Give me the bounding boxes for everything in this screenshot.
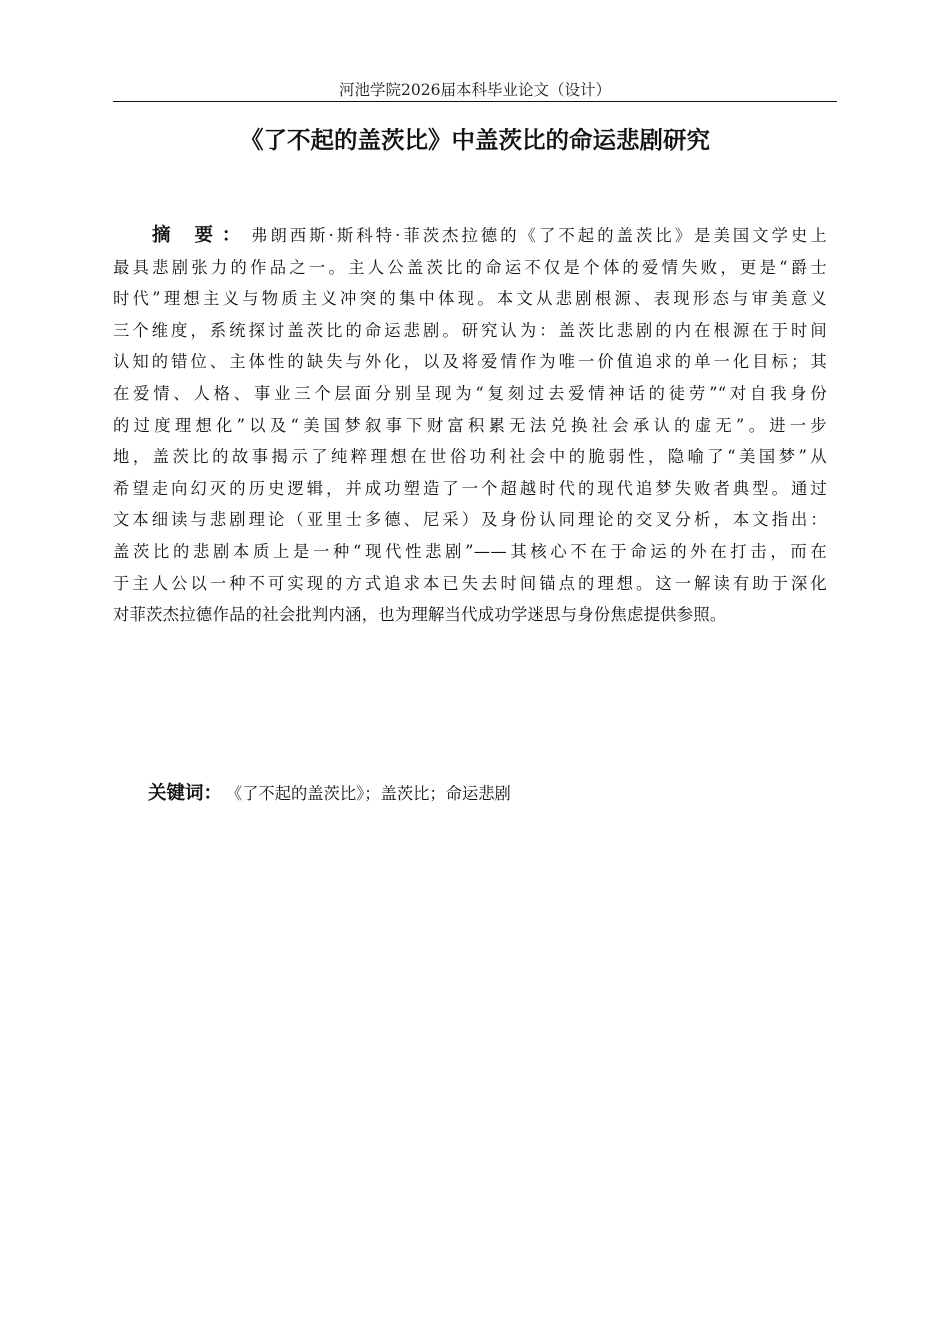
abstract-line: 三个维度，系统探讨盖茨比的命运悲剧。研究认为：盖茨比悲剧的内在根源在于时间 [113,320,827,340]
abstract-label: 摘 要： [152,225,250,246]
abstract-line: 文本细读与悲剧理论（亚里士多德、尼采）及身份认同理论的交叉分析，本文指出： [113,510,827,530]
abstract-line: 认知的错位、主体性的缺失与外化，以及将爱情作为唯一价值追求的单一化目标；其 [113,352,827,372]
abstract-line [113,220,827,252]
abstract-line: 的过度理想化”以及“美国梦叙事下财富积累无法兑换社会承认的虚无”。进一步 [113,415,827,435]
keywords [148,779,511,809]
running-header: 河池学院2026届本科毕业论文（设计） [339,81,611,99]
document-title: 《了不起的盖茨比》中盖茨比的命运悲剧研究 [240,126,710,154]
keywords-value: 《了不起的盖茨比》；盖茨比；命运悲剧 [234,784,511,803]
abstract-line: 地，盖茨比的故事揭示了纯粹理想在世俗功利社会中的脆弱性，隐喻了“美国梦”从 [113,447,827,467]
abstract-line: 对菲茨杰拉德作品的社会批判内涵，也为理解当代成功学迷思与身份焦虑提供参照。 [113,605,727,625]
abstract-text: 弗朗西斯·斯科特·菲茨杰拉德的《了不起的盖茨比》是美国文学史上 [251,226,827,245]
abstract-line: 时代”理想主义与物质主义冲突的集中体现。本文从悲剧根源、表现形态与审美意义 [113,289,827,309]
abstract-line: 希望走向幻灭的历史逻辑，并成功塑造了一个超越时代的现代追梦失败者典型。通过 [113,478,827,498]
abstract-line: 于主人公以一种不可实现的方式追求本已失去时间锚点的理想。这一解读有助于深化 [113,573,827,593]
keywords-label: 关键词： [148,783,223,804]
abstract-section [113,220,827,631]
header-rule [113,101,837,102]
abstract-line: 盖茨比的悲剧本质上是一种“现代性悲剧”——其核心不在于命运的外在打击，而在 [113,541,827,561]
abstract-line: 最具悲剧张力的作品之一。主人公盖茨比的命运不仅是个体的爱情失败，更是“爵士 [113,257,827,277]
abstract-line: 在爱情、人格、事业三个层面分别呈现为“复刻过去爱情神话的徒劳”“对自我身份 [113,383,827,403]
